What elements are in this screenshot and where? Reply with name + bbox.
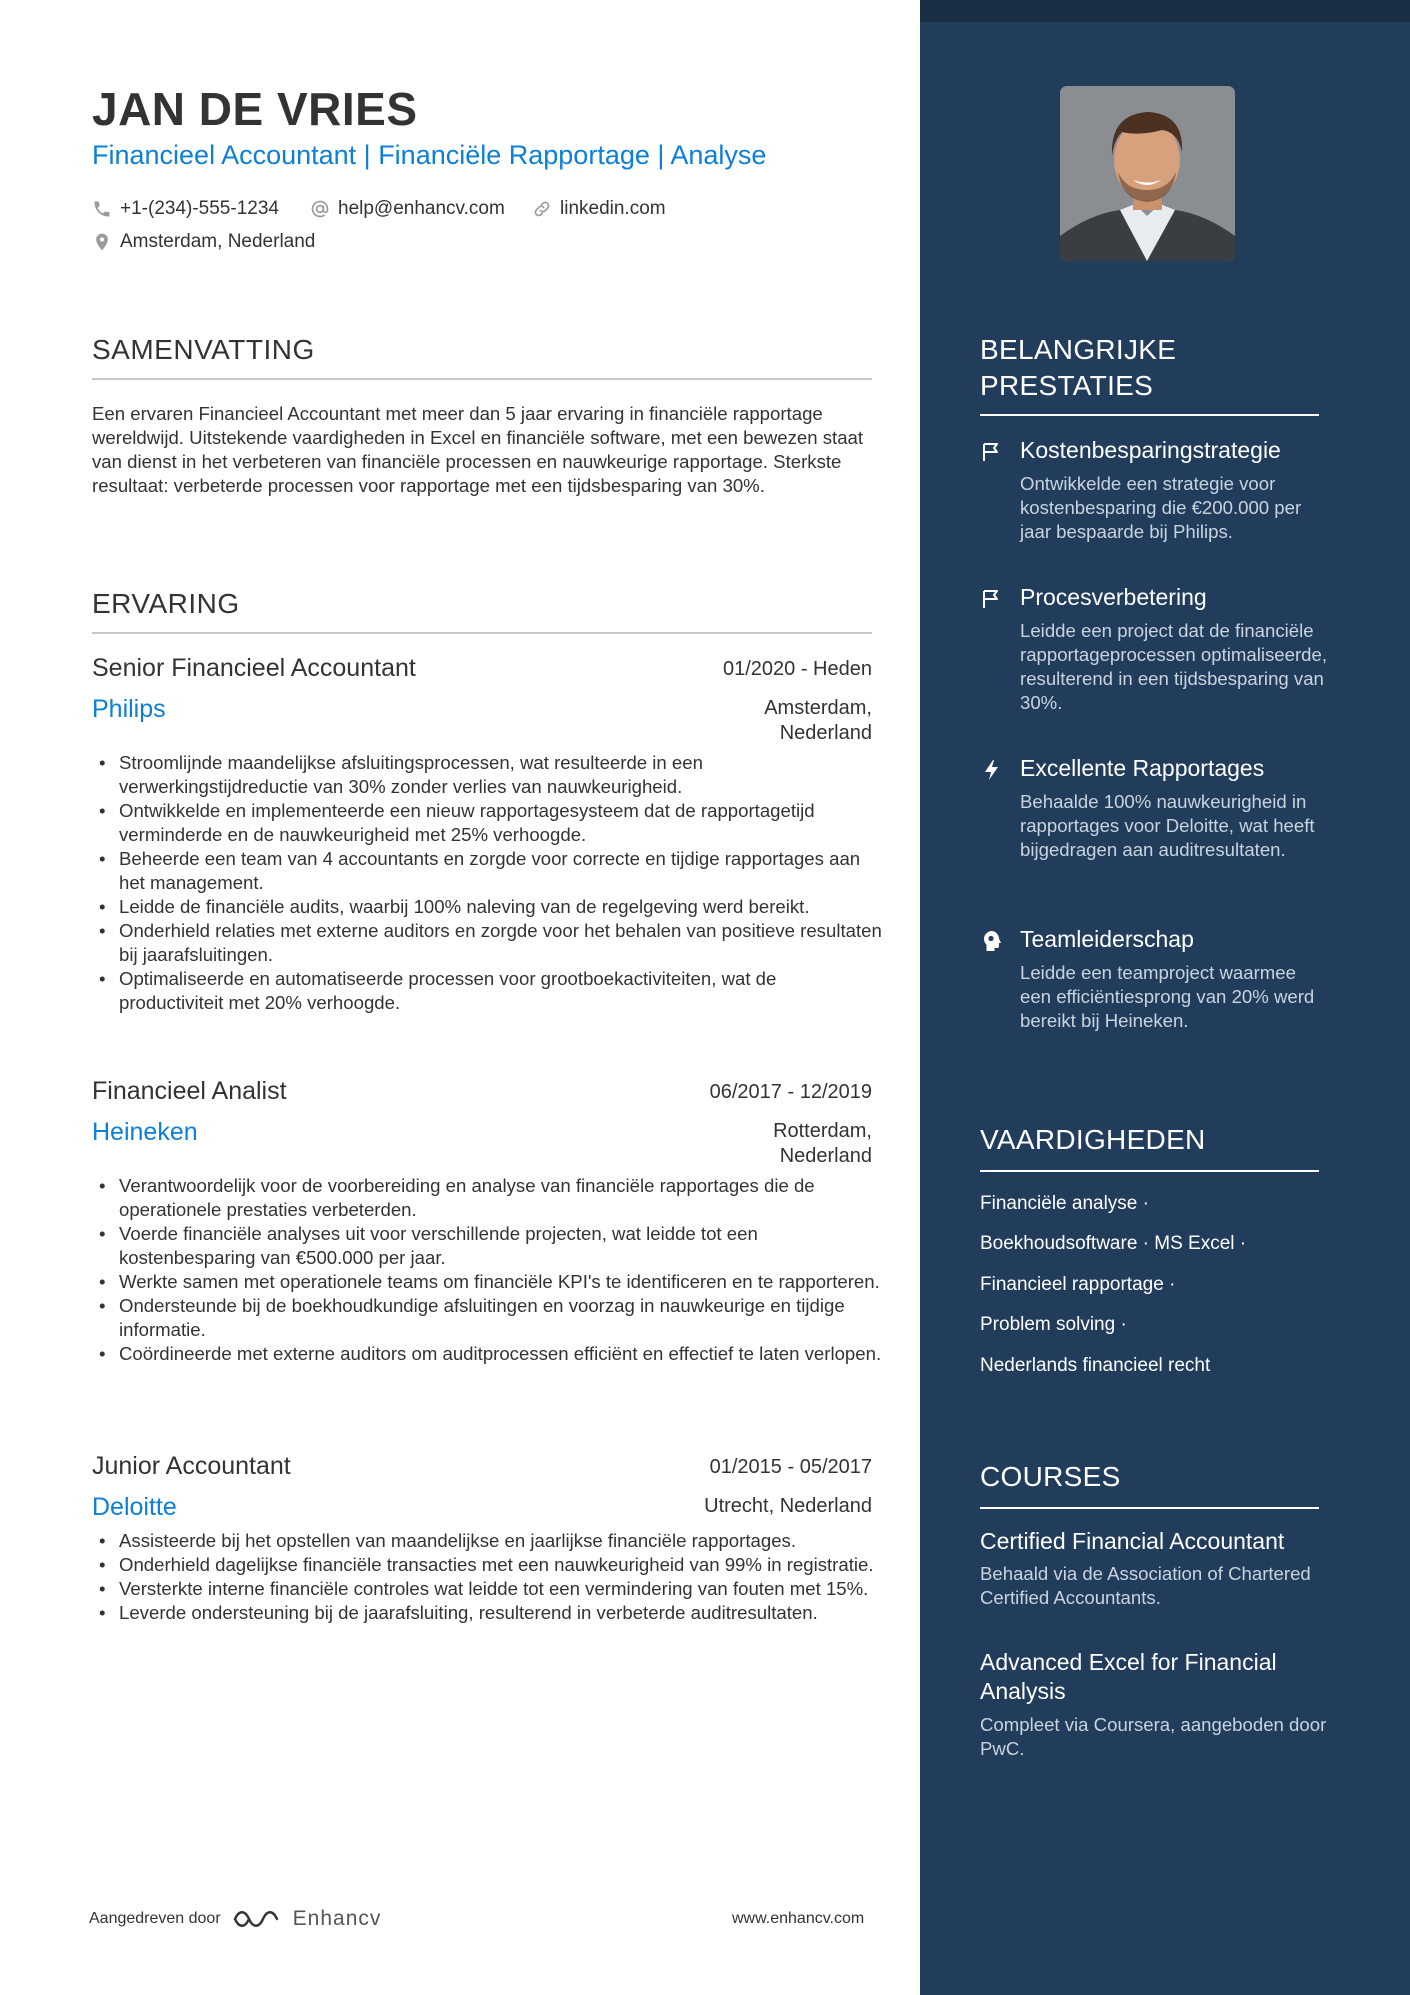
lightning-icon [980,758,1004,782]
contact-phone-text: +1-(234)-555-1234 [120,198,279,219]
contact-location-text: Amsterdam, Nederland [120,231,316,252]
contact-linkedin-text: linkedin.com [560,198,666,219]
list-item: • Verantwoordelijk voor de voorbereiding en analyse van financiële rapportages die de operationele prestaties verbeterden. [92,1174,882,1222]
list-item: • Beheerde een team van 4 accountants en zorgde voor correcte en tijdige rapportages aan het management. [92,847,882,895]
person-avatar-icon [1060,86,1235,261]
footer-powered-text: Aangedreven door [89,1910,221,1927]
courses-divider [980,1507,1319,1509]
skills-divider [980,1170,1319,1172]
list-item: • Ondersteunde bij de boekhoudkundige afsluitingen en voorzag in nauwkeurige en tijdige informatie. [92,1294,882,1342]
skill-item: Financiële analyse · [980,1193,1149,1214]
phone-icon [92,199,112,219]
list-item: • Leidde de financiële audits, waarbij 100% naleving van de regelgeving werd bereikt. [92,895,882,919]
footer-powered-by [89,1906,381,1932]
skill-item: Nederlands financieel recht [980,1355,1211,1376]
profile-photo [1060,86,1235,261]
headline: Financieel Accountant | Financiële Rapportage | Analyse [92,140,767,170]
list-item: • Ontwikkelde en implementeerde een nieuw rapportagesysteem dat de rapportagetijd verminderde en de nauwkeurigheid met 25% verhoogde. [92,799,882,847]
course-title: Advanced Excel for Financial Analysis [980,1649,1277,1704]
list-item: • Onderhield dagelijkse financiële transacties met een nauwkeurigheid van 99% in registratie. [92,1553,882,1577]
job-title: Junior Accountant [92,1452,291,1480]
job-location-line: Amsterdam, [764,697,872,719]
flag-icon [980,587,1004,611]
link-icon [532,199,552,219]
job-company[interactable]: Philips [92,695,166,723]
achievement-title: Kostenbesparingstrategie [1020,437,1281,463]
experience-divider [92,632,872,634]
achievements-heading [980,332,1176,404]
list-item: • Leverde ondersteuning bij de jaarafsluiting, resulterend in verbeterde auditresultaten. [92,1601,882,1625]
at-icon [310,199,330,219]
skill-item: Financieel rapportage · [980,1274,1176,1295]
summary-heading: SAMENVATTING [92,334,315,365]
skills-heading: VAARDIGHEDEN [980,1124,1206,1155]
course-desc: Compleet via Coursera, aangeboden door PwC. [980,1714,1327,1759]
job-bullets [92,751,882,1015]
achievement-desc: Ontwikkelde een strategie voor kostenbesparing die €200.000 per jaar bespaarde bij Philips. [1020,473,1302,542]
job-location-line: Rotterdam, [773,1120,872,1142]
footer-brand: Enhancv [292,1907,382,1930]
job-date: 06/2017 - 12/2019 [709,1081,872,1103]
flag-icon [980,440,1004,464]
achievement-title: Excellente Rapportages [1020,755,1265,781]
sidebar-top-strip [920,0,1410,22]
list-item: • Versterkte interne financiële controles wat leidde tot een vermindering van fouten met 15%. [92,1577,882,1601]
achievements-divider [980,414,1319,416]
job-date: 01/2020 - Heden [722,658,872,680]
contact-location [92,231,315,253]
location-pin-icon [92,232,112,252]
job-location [600,1119,872,1169]
contact-linkedin[interactable] [532,198,666,220]
achievement-title: Procesverbetering [1020,584,1207,610]
achievement-desc: Behaalde 100% nauwkeurigheid in rapportages voor Deloitte, wat heeft bijgedragen aan auditresultaten. [1020,791,1315,860]
job-location-line: Nederland [779,1145,872,1167]
job-location [600,1494,872,1519]
job-company[interactable]: Deloitte [92,1493,177,1521]
candidate-name: JAN DE VRIES [92,83,418,135]
summary-divider [92,378,872,380]
job-title: Senior Financieel Accountant [92,654,416,682]
job-location [600,696,872,746]
list-item: • Werkte samen met operationele teams om financiële KPI's te identificeren en te rapporteren. [92,1270,882,1294]
achievement-desc: Leidde een project dat de financiële rapportageprocessen optimaliseerde, resulterend in een tijdsbesparing van 30%. [1020,620,1327,713]
skill-item: Problem solving · [980,1314,1127,1335]
list-item: • Assisteerde bij het opstellen van maandelijkse en jaarlijkse financiële rapportages. [92,1529,882,1553]
contact-email-text: help@enhancv.com [338,198,505,219]
job-bullets [92,1174,882,1366]
job-title: Financieel Analist [92,1077,287,1105]
enhancv-logo-icon [233,1906,281,1932]
experience-heading: ERVARING [92,588,240,619]
job-location-line: Nederland [779,722,872,744]
achievements-heading-line: BELANGRIJKE [980,334,1177,365]
skill-item: Boekhoudsoftware · MS Excel · [980,1233,1247,1254]
contact-email[interactable] [310,198,505,220]
list-item: • Onderhield relaties met externe auditors en zorgde voor het behalen van positieve resultaten bij jaarafsluitingen. [92,919,882,967]
achievements-heading-line: PRESTATIES [980,370,1154,401]
head-icon [980,929,1004,953]
footer-url[interactable]: www.enhancv.com [732,1910,865,1927]
list-item: • Optimaliseerde en automatiseerde processen voor grootboekactiviteiten, wat de productiviteit met 20% verhoogde. [92,967,882,1015]
courses-heading: COURSES [980,1461,1121,1492]
job-date: 01/2015 - 05/2017 [709,1456,872,1478]
summary-text: Een ervaren Financieel Accountant met meer dan 5 jaar ervaring in financiële rapportage wereldwijd. Uitstekende vaardigheden in Excel en financiële software, met een bewezen staat van dienst in het verbeteren van financiële processen en nauwkeurige rapportage. Sterkste resultaat: verbeterde processen voor rapportage met een tijdsbesparing van 30%. [92,403,864,496]
list-item: • Voerde financiële analyses uit voor verschillende projecten, wat leidde tot een kostenbesparing van €500.000 per jaar. [92,1222,882,1270]
achievement-title: Teamleiderschap [1020,926,1194,952]
list-item: • Coördineerde met externe auditors om auditprocessen efficiënt en effectief te laten verlopen. [92,1342,882,1366]
job-bullets [92,1529,882,1625]
job-company[interactable]: Heineken [92,1118,198,1146]
job-location-line: Utrecht, Nederland [704,1495,872,1517]
achievement-desc: Leidde een teamproject waarmee een efficiëntiesprong van 20% werd bereikt bij Heineken. [1020,962,1315,1031]
course-desc: Behaald via de Association of Chartered Certified Accountants. [980,1563,1311,1608]
list-item: • Stroomlijnde maandelijkse afsluitingsprocessen, wat resulteerde in een verwerkingstijdreductie van 30% zonder verlies van nauwkeurigheid. [92,751,882,799]
contact-phone[interactable] [92,198,279,220]
course-title: Certified Financial Accountant [980,1528,1285,1554]
